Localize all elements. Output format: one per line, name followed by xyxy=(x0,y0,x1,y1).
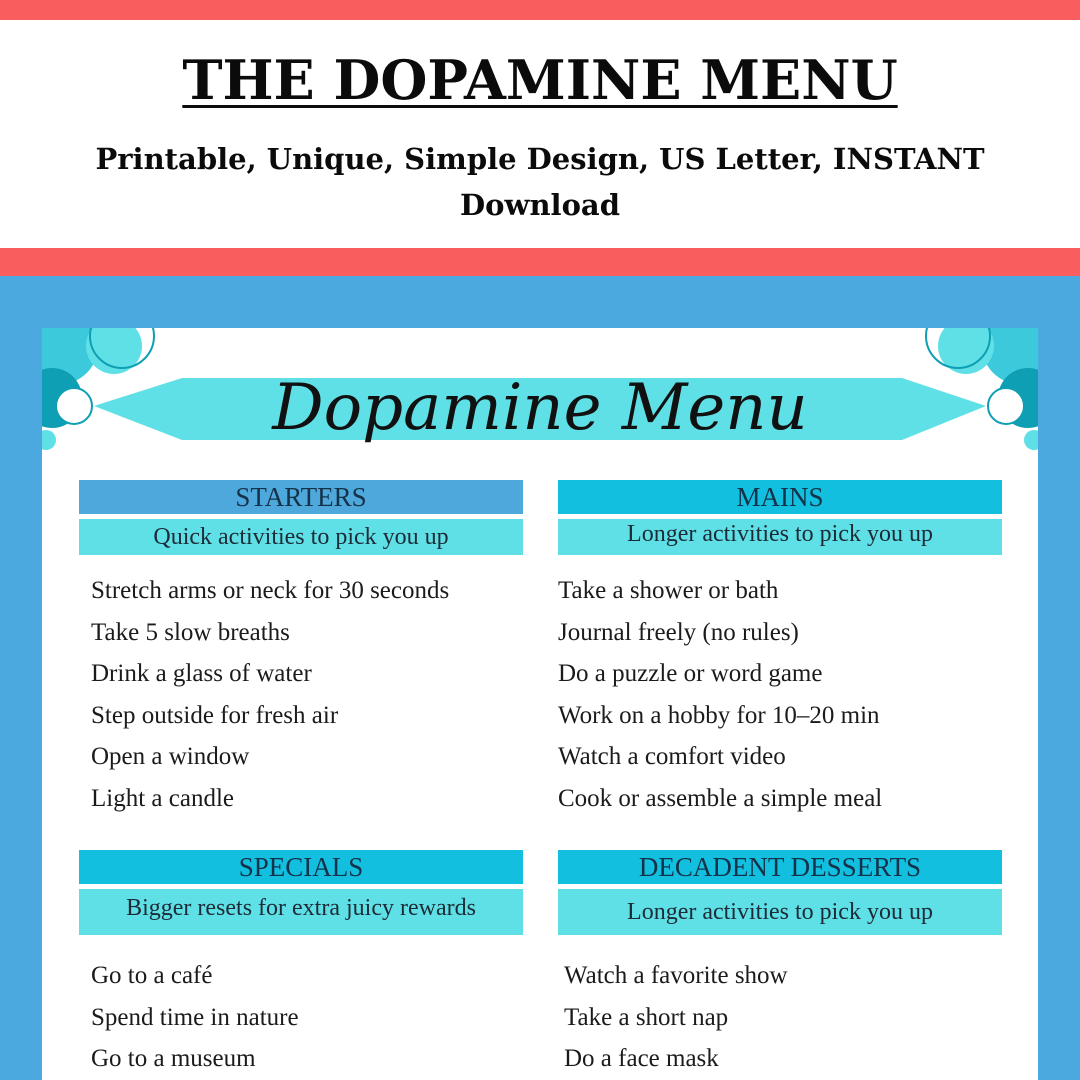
list-item: Open a window xyxy=(91,743,250,770)
list-item: Work on a hobby for 10–20 min xyxy=(558,701,880,729)
list-item: Go to a museum xyxy=(91,1045,256,1072)
list-item: Do a face mask xyxy=(564,1045,719,1072)
list-item: Journal freely (no rules) xyxy=(558,618,799,646)
middle-accent-bar xyxy=(0,248,1080,276)
section-desserts xyxy=(558,850,1002,1080)
list-item: Stretch arms or neck for 30 seconds xyxy=(91,577,450,604)
section-mains xyxy=(558,480,1002,819)
list-item: Take 5 slow breaths xyxy=(91,618,290,646)
list-item: Cook or assemble a simple meal xyxy=(558,784,883,812)
page-title-text: THE DOPAMINE MENU xyxy=(182,48,898,112)
top-accent-bar xyxy=(0,0,1080,20)
list-item: Watch a favorite show xyxy=(564,962,788,989)
list-item: Light a candle xyxy=(91,784,234,812)
list-item: Take a short nap xyxy=(564,1003,729,1031)
section-starters xyxy=(79,480,523,819)
section-subheader-starters: Quick activities to pick you up xyxy=(79,519,523,555)
section-subheader-desserts: Longer activities to pick you up xyxy=(558,889,1002,935)
section-header-starters: STARTERS xyxy=(79,480,523,514)
list-item: Take a shower or bath xyxy=(558,577,779,604)
section-header-specials: SPECIALS xyxy=(79,850,523,884)
list-item: Step outside for fresh air xyxy=(91,701,339,729)
list-item: Do a puzzle or word game xyxy=(558,660,823,687)
page-subtitle: Printable, Unique, Simple Design, US Letter, INSTANT Download xyxy=(95,142,985,222)
list-item: Watch a comfort video xyxy=(558,743,786,770)
list-item: Go to a café xyxy=(91,962,213,989)
list-item: Drink a glass of water xyxy=(91,660,312,687)
section-header-desserts: DECADENT DESSERTS xyxy=(558,850,1002,884)
section-header-mains: MAINS xyxy=(558,480,1002,514)
specials-list xyxy=(79,955,523,1080)
starters-list xyxy=(79,570,523,819)
section-specials xyxy=(79,850,523,1080)
section-subheader-specials: Bigger resets for extra juicy rewards xyxy=(79,889,523,935)
sheet-script-title: Dopamine Menu xyxy=(272,371,808,445)
mains-list xyxy=(558,570,1002,819)
desserts-list xyxy=(558,955,1002,1080)
list-item: Spend time in nature xyxy=(91,1003,299,1031)
page-title xyxy=(0,48,1080,112)
menu-sheet xyxy=(42,328,1038,1080)
section-subheader-mains: Longer activities to pick you up xyxy=(558,519,1002,555)
